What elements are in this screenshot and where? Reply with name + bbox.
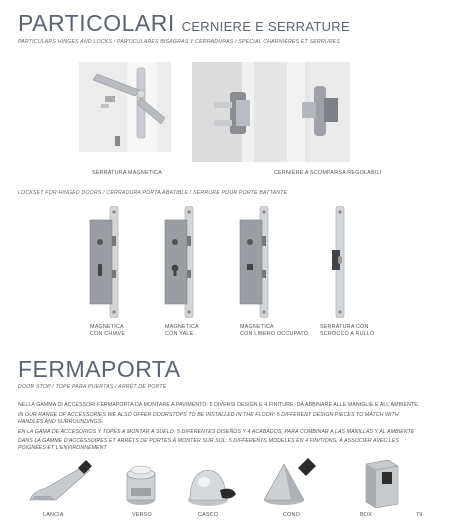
section-title-secondary: CERNIERE E SERRATURE: [181, 19, 350, 34]
lock-roller-latch-image: [330, 206, 350, 318]
page-number: 79: [416, 512, 423, 518]
doorstop-verso-label: VERSO: [132, 512, 152, 518]
doorstop-casco-image: [180, 460, 240, 508]
doorstop-text-en: IN OUR RANGE OF ACCESSORIES WE ALSO OFFER DOORSTOPS TO BE INSTALLED IN THE FLOOR: 5 DIFFERENT DESIGN PIECES TO MATCH WITH HANDLES AND SURROUNDINGS.: [18, 412, 399, 426]
magnetic-lock-photo: [79, 62, 171, 152]
lock-magnetic-privacy-image: [238, 206, 272, 318]
doorstop-text-it: NELLA GAMMA DI ACCESSORI FERMAPORTA DA MONTARE A PAVIMENTO: 5 DIVERSI DESIGN E 4 FINITURE, DA ABBINARE ALLE MANIGLIE E ALL'AMBIENTE.: [18, 402, 420, 408]
section-title: [18, 12, 350, 35]
doorstop-cono-image: [258, 454, 318, 508]
lock-1-caption: MAGNETICA CON CHIAVE: [90, 324, 126, 337]
locks-heading: LOCKSET FOR HINGED DOORS / CERRADURA PORTA ABATIBLE / SERRURE POUR PORTE BATTANTE: [18, 190, 288, 196]
doorstop-casco-label: CASCO: [198, 512, 219, 518]
doorstop-box-image: [360, 450, 404, 508]
lock-4-caption: SERRATURA CON SCROCCO A RULLO: [320, 324, 375, 337]
lock-magnetic-yale-image: [163, 206, 197, 318]
doorstop-title: FERMAPORTA: [18, 356, 181, 382]
lock-magnetic-key-image: [88, 206, 122, 318]
doorstop-box-label: BOX: [360, 512, 372, 518]
doorstop-text-es: EN LA GAMA DE ACCESORIOS Y TOPES A MONTAR A SUELO: 5 DIFERENTES DISEÑOS Y 4 ACABADOS, PARA COMBINAR A LAS MANILLAS Y AL AMBIENTE: [18, 429, 415, 435]
section-title-main: PARTICOLARI: [18, 10, 175, 36]
lock-3-caption: MAGNETICA CON LIBERO OCCUPATO: [240, 324, 309, 337]
doorstop-text-fr: DANS LA GAMME D'ACCESSOIRES ET ARRÊTS DE PORTES À MONTER SUR SOL: 5 DIFFERENTS MODELES EN 4 FINITIONS, À ASSOCIER AVEC LES POIGNÉES ET L'ENVIRONNEMENT: [18, 438, 399, 452]
doorstop-verso-image: [114, 460, 168, 508]
doorstop-lancia-label: LANCIA: [43, 512, 64, 518]
concealed-hinges-caption: CERNIERE A SCOMPARSA REGOLABILI: [274, 170, 382, 176]
lock-2-caption: MAGNETICA CON YALE: [165, 324, 199, 337]
doorstop-lancia-image: [26, 456, 94, 506]
doorstop-subtitle: DOOR STOP / TOPE PARA PUERTAS / ARRÊT DE PORTE: [18, 384, 167, 390]
concealed-hinges-photo: [192, 62, 350, 162]
section-subtitle: PARTICULARS HINGES AND LOCKS / PARTICULARES BISAGRAS Y CERRADURAS / SPÉCIAL CHARNIÈRES ET SERRURES: [18, 39, 340, 45]
magnetic-lock-caption: SERRATURA MAGNETICA: [92, 170, 162, 176]
doorstop-cono-label: CONO: [283, 512, 300, 518]
